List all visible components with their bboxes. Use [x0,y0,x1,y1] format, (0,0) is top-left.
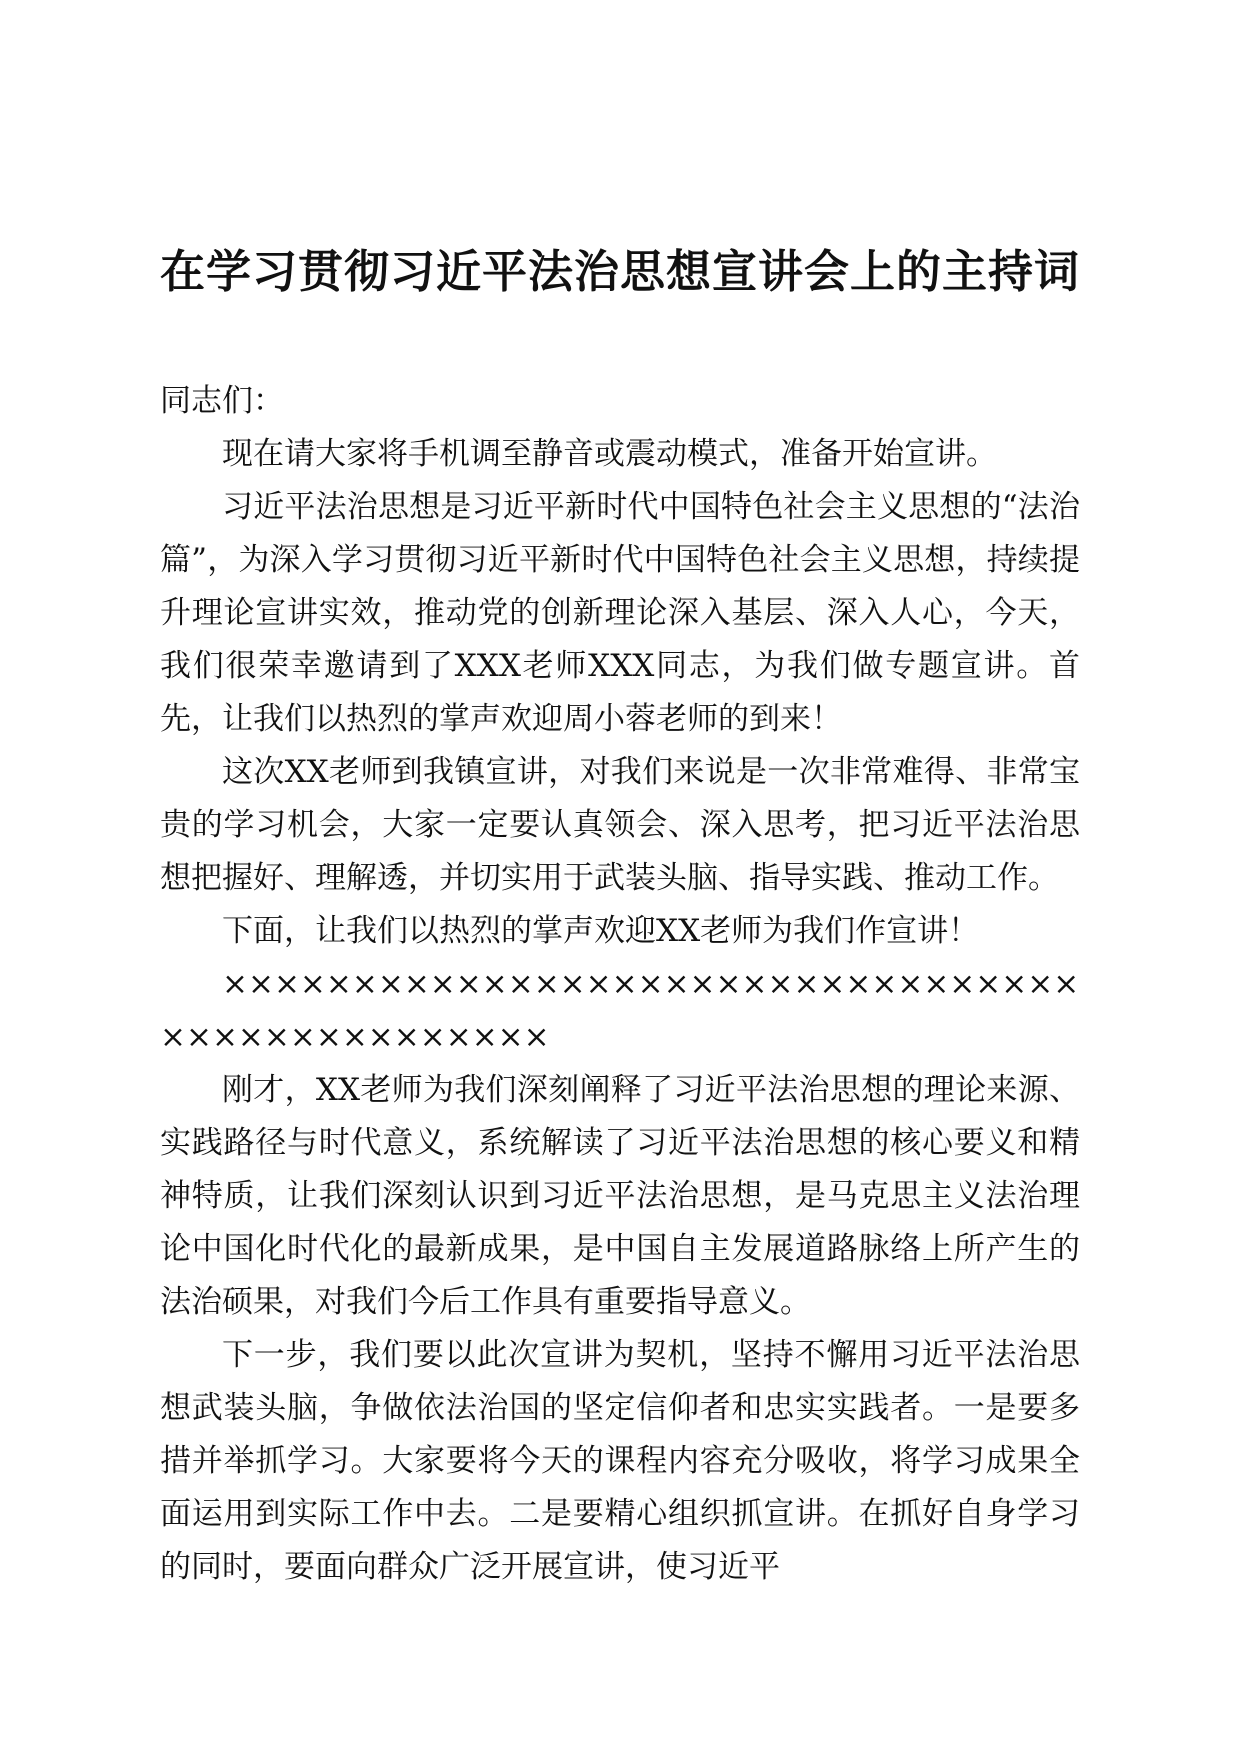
paragraph-introduction: 习近平法治思想是习近平新时代中国特色社会主义思想的“法治篇”，为深入学习贯彻习近平新时代中国特色社会主义思想，持续提升理论宣讲实效，推动党的创新理论深入基层、深入人心，今天，我们很荣幸邀请到了XXX老师XXX同志，为我们做专题宣讲。首先，让我们以热烈的掌声欢迎周小蓉老师的到来！ [160,489,1080,737]
paragraph-welcome: 下面，让我们以热烈的掌声欢迎XX老师为我们作宣讲！ [222,913,980,949]
salutation: 同志们： [160,383,284,419]
paragraph-next-steps: 下一步，我们要以此次宣讲为契机，坚持不懈用习近平法治思想武装头脑，争做依法治国的坚定信仰者和忠实实践者。一是要多措并举抓学习。大家要将今天的课程内容充分吸收，将学习成果全面运用到实际工作中去。二是要精心组织抓宣讲。在抓好自身学习的同时，要面向群众广泛开展宣讲，使习近平 [160,1337,1080,1585]
paragraph-opening: 现在请大家将手机调至静音或震动模式，准备开始宣讲。 [222,436,997,472]
section-separator: ×××××××××××××××××××××××××××××××××××××××××××××××× [160,966,1080,1055]
document-title: 在学习贯彻习近平法治思想宣讲会上的主持词 [160,245,1081,298]
paragraph-significance: 这次XX老师到我镇宣讲，对我们来说是一次非常难得、非常宝贵的学习机会，大家一定要认真领会、深入思考，把习近平法治思想把握好、理解透，并切实用于武装头脑、指导实践、推动工作。 [160,754,1080,896]
document-page [160,240,1080,1594]
paragraph-summary: 刚才，XX老师为我们深刻阐释了习近平法治思想的理论来源、实践路径与时代意义，系统解读了习近平法治思想的核心要义和精神特质，让我们深刻认识到习近平法治思想，是马克思主义法治理论中国化时代化的最新成果，是中国自主发展道路脉络上所产生的法治硕果，对我们今后工作具有重要指导意义。 [160,1072,1080,1320]
